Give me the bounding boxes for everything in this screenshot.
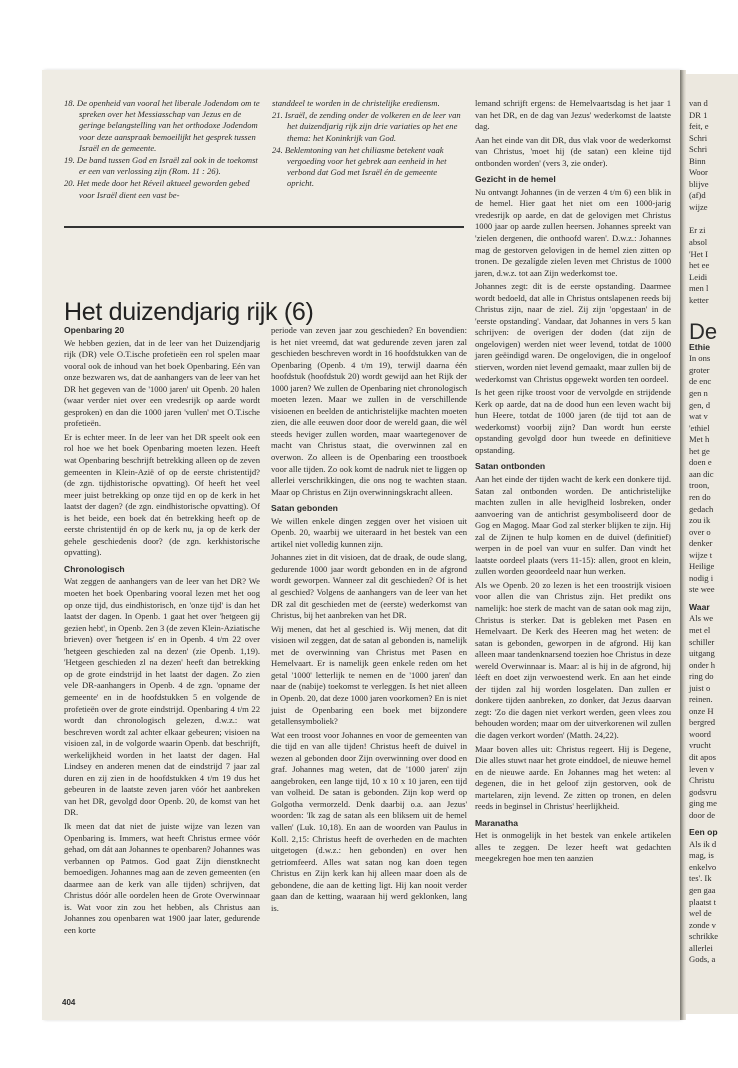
article-column-2 [271,325,467,916]
paragraph: Wat zeggen de aanhangers van de leer van het DR? We moeten het boek Openbaring vooral lezen met het oog op onze tijd, dus eindhistorisch, en 'onze tijd' is dan het laatst der dagen. In Openb. 1 gaat het over 'hetgeen gij gezien hebt', in Openb. 2en 3 (de zeven Klein-Aziatische brieven) over 'hetgeen is' en in Openb. 4 t/m 22 over 'hetgeen geschieden zal na dezen' (zie Openb. 1,19). 'Hetgeen geschieden zl na dezen' heeft dan betrekking op de grote eindstrijd in het laatst der dagen. Zo zien vele DR-aanhangers in Openb. 4 de zgn. 'opname der gemeente' en in de hoofdstukken 5 en volgende de profetieën over de grote eindstrijd. Openbaring 4 t/m 22 wordt dan chronologisch gelezen, d.w.z.: wat beschreven wordt zal achter elkaar gebeuren; visioen na visioen zal, in de volgorde waarin Openb. dat beschrijft, werkelijkheid worden in het laatst der dagen. Hal Lindsey en anderen menen dat de eindstrijd 7 jaar zal duren en zij zien in de hoofdstukken 4 t/m 19 dus het gebeuren in de laatste zeven jaren vóór het aanbreken van het DR, gevolgd door Openb. 20, de komst van het DR. [64,576,260,818]
fragment-line: men l [689,283,709,294]
footnote: 18. De openheid van vooral het liberale Jodendom om te spreken over het Messiasschap van Jezus en de geringe belangstelling van het orthodoxe Jodendom voor deze aanspraak bemoeilijkt het gesprek tussen Israël en de gemeente. [64,98,260,153]
paragraph: Is het geen rijke troost voor de vervolgde en strijdende Kerk op aarde, dat na de dood hun een leven wacht bij hun Heere, totdat de 1000 jaren (de tijd tot aan de wederkomst) voorbij zijn? Dan wordt hun eerste opstanding gevolgd door hun tweede en definitieve opstanding. [475,387,671,455]
section-heading: Maranatha [475,817,518,828]
fragment-subheading: Waar [689,601,710,612]
footnote-rule [64,226,464,228]
footnote: 19. De band tussen God en Israël zal ook in de toekomst er een van verlossing zijn (Rom. 11 : 26). [64,155,258,177]
fragment-line: gen n [689,388,708,399]
fragment-line: met el [689,624,711,635]
fragment-line: Gods, a [689,954,716,965]
spacer [689,306,718,316]
paragraph: Wat een troost voor Johannes en voor de gemeenten van die tijd en van alle tijden! Christus heeft de duivel in wezen al gebonden door Zijn overwinning over dood en graf. Johannes mag weten, dat de '1000 jaren' zijn aangebroken, een lange tijd, 10 x 10 x 10 jaren, een tijd van volheid. De satan is gebonden. Zijn kop werd op Golgotha vermorzeld. Denk daarbij o.a. aan Jezus' woorden: 'Ik zag de satan als een bliksem uit de hemel vallen' (Luk. 10,18). En aan de woorden van Paulus in Koll. 2,15: Christus heeft de overheden en de machten uitgetogen (d.w.z.: hen gebonden) en over hen getriomfeerd. Alles wat satan nog kan doen tegen Christus en Zijn kerk kan hij alleen maar doen als de gebondene, die aan de ketting ligt. Hij kan nooit verder gaan dan de ketting, waaraan hij werd geklonken, lang is. [271,729,467,913]
paragraph: Wij menen, dat het al geschied is. Wij menen, dat dit visioen wil zeggen, dat de satan al gebonden is, namelijk met de overwinning van Christus met Pasen en Hemelvaart. Er is namelijk geen enkele reden om het getal '1000' letterlijk te nemen en de '1000 jaren' dan naar de (nabije) toekomst te verleggen. Is het niet alleen in Openb. 20, dat deze 1000 jaren voorkomen? En is niet juist de Openbaring een boek met bijzondere getallensymboliek? [271,623,467,727]
paragraph: Er is echter meer. In de leer van het DR speelt ook een rol hoe we het boek Openbaring moeten lezen. Heeft wat Openbaring beschrijft betrekking alleen op de zeven gemeenten in Klein-Azië of op de eerste christentijd? (de zgn. tijdhistorische opvatting). Of heeft het veel meer juist betrekking op onze tijd en op de kerk in het laatst der dagen? (de zgn. eindhistorische opvatting). Of is het beide, een boek dat én betrekking heeft op de eerste christentijd én op de kerk nu, ja op de kerk der gehele geschiedenis door? (de zgn. kerkhistorische opvatting). [64,431,260,558]
fragment-line: DR 1 [689,109,708,120]
fragment-line: uitgang [689,648,715,659]
fragment-line: ren do [689,491,711,502]
fragment-line: Als ik d [689,838,717,849]
magazine-page [42,70,680,1020]
fragment-line: door de [689,809,716,820]
footnote: 21. Israël, de zending onder de volkeren en de leer van het duizendjarig rijk zijn drie variaties op het ene thema: het Koninkrijk van God. [272,110,461,143]
section-heading: Satan gebonden [271,503,338,514]
fragment-line: denker [689,538,713,549]
fragment-line: wel de [689,908,712,919]
paragraph: Johannes ziet in dit visioen, dat de draak, de oude slang, gedurende 1000 jaar wordt gebonden en in de afgrond wordt geworpen. Wanneer zal dit geschieden? Of is het al geschied? Volgens de aanhangers van de leer van het DR zal dit geschieden met de (eerste) wederkomst van Christus, bij het aanbreken van het DR. [271,552,467,621]
fragment-heading: De [689,319,718,345]
footnotes-middle [272,98,466,191]
fragment-line: ring do [689,671,714,682]
fragment-line: absol [689,237,708,248]
fragment-line: gen gaa [689,885,716,895]
fragment-line: schiller [689,636,715,647]
page-number: 404 [62,998,76,1007]
fragment-line: blijve [689,178,709,189]
article-column-3 [475,98,671,867]
fragment-line: reinen. [689,694,713,705]
fragment-line: Binn [689,155,706,166]
fragment-subheading: Een op [689,827,718,838]
fragment-line: schrikke [689,931,719,942]
fragment-line: wijze t [689,549,713,560]
footnote: 20. Het mede door het Réveil aktueel geworden gebed voor Israël dient een vast be- [64,178,250,200]
fragment-line: wijze [689,201,708,212]
fragment-line: Er zi [689,225,706,236]
fragment-line: allerlei [689,942,713,953]
fragment-line: ketter [689,294,709,305]
fragment-line: mag, is [689,850,714,861]
fragment-line: onze H [689,705,714,716]
section-heading: Openbaring 20 [64,325,125,335]
footnote: standdeel te worden in de christelijke erediensт. [272,98,440,108]
fragment-line: (af)d [689,190,706,201]
fragment-line: Leidi [689,271,708,282]
fragment-line: 'ethiel [689,422,710,433]
fragment-line: vrucht [689,740,711,751]
fragment-line: Als we [689,613,714,624]
spacer [689,213,718,225]
fragment-line: zou ik [689,515,711,526]
next-page-text [689,98,718,966]
fragment-line: gen, d [689,399,711,410]
paragraph: Aan het einde van dit DR, dus vlak voor de wederkomst van Christus, 'moet hij (de satan) een kleine tijd ontbonden worden' (vers 3, zie onder). [475,134,671,168]
paragraph: Het is onmogelijk in het bestek van enkele artikelen alles te zeggen. De lezer heeft wat gedachten meegekregen hoe men ten aanzien [475,830,671,864]
article-title: Het duizendjarig rijk (6) [64,298,314,326]
paragraph: Nu ontvangt Johannes (in de verzen 4 t/m 6) een blik in de hemel. Hier gaat het niet om een 1000-jarig vredesrijk op aarde, en dat de gelovigen met Christus 1000 jaar op aarde zullen heersen. Johannes spreekt van 'zielen dergenen, die onthoofd waren'. D.w.z.: Johannes mag de gestorven gelovigen in de hemel zien zitten op tronen. De gezalígde zielen leven met Christus de 1000 jaren, d.w.z. tot aan Zijn wederkomst toe. [475,186,671,278]
fragment-line: nodig i [689,572,714,583]
fragment-line: enkelvo [689,861,717,872]
fragment-line: Woor [689,167,708,178]
fragment-line: van d [689,98,708,108]
fragment-line: woord [689,728,711,739]
fragment-line: feit, e [689,121,709,132]
paragraph: Ik meen dat dat niet de juiste wijze van lezen van Openbaring is. Immers, wat heeft Christus ermee vóór gehad, om dát aan Johannes te openbaren? Johannes was verbannen op Patmos. God gaat Zijn dienstknecht bemoedigen. Johannes mag aan de zeven gemeenten (en daarmee aan de kerk van alle tijden) schrijven, dat Christus dóór alle oordelen heen de Grote Overwinnaar is. Wat voor zin zou het hebben, als Christus aan Johannes zou openbaren wat 1900 jaar later, gedurende een korte [64,820,260,935]
paragraph: We willen enkele dingen zeggen over het visioen uit Openb. 20, waarbij we uiteraard in het bestek van een artikel niet volledig kunnen zijn. [271,515,467,549]
fragment-line: onder h [689,659,716,670]
fragment-line: tes'. Ik [689,873,712,884]
fragment-line: leven v [689,763,715,774]
fragment-line: de enc [689,376,712,387]
fragment-line: doen e [689,457,712,468]
paragraph: periode van zeven jaar zou geschieden? En bovendien: is het niet vreemd, dat wat gedurende zeven jaren zal geschieden beschreven wordt in 16 hoofdstukken van de Openbaring (Openb. 4 t/m 19), terwijl daarna één hoofdstuk (hoofdstuk 20) wordt gewijd aan het Rijk der 1000 jaren? We zullen de Openbaring niet chronologisch moeten lezen. Maar we zullen in de verschillende visioenen en beelden de antichristelijke machten moeten zien, die alle eeuwen door door de wereld gaan, die wèl steeds heviger zullen worden, maar waartegenover de macht van Christus staat, die overwinnen zal en overwon. Zo alleen is de Openbaring een troostboek voor alle tijden. Zo ook komt de nadruk niet te liggen op allerlei verschrikkingen, die ons nog te wachten staan. Maar op Christus en Zijn overwinningskracht alleen. [271,325,467,497]
paragraph: Maar boven alles uit: Christus regeert. Hij is Degene, Die alles stuwt naar het grote einddoel, de nieuwe hemel en de nieuwe aarde. En Johannes mag het weten: al degenen, die in het geloof zijn gestorven, ook de martelaren, zijn levend. Ze zitten op tronen, en delen reeds in beginsel in Christus' heerlijkheid. [475,743,671,812]
section-heading: Gezicht in de hemel [475,174,556,185]
fragment-line: plaatst t [689,896,716,907]
fragment-line: troon, [689,480,710,491]
article-column-1 [64,325,260,938]
section-heading: Satan ontbonden [475,461,546,472]
fragment-line: het ee [689,260,710,271]
section-heading: Chronologisch [64,563,125,574]
fragment-line: over o [689,526,711,537]
fragment-line: Schri [689,144,708,155]
paragraph: Aan het einde der tijden wacht de kerk een donkere tijd. Satan zal ontbonden worden. De antichristelijke machten zullen in alle heviglheid losbreken, onder aanvoering van de antichrist gesymboliseerd door de Gog en Magog. Maar God zal sterker blijken te zijn. Hij zal de Zijnen te hulp komen en de duivel (definitief) werpen in de poel van vuur en sulfer. Dan vindt het laatste oordeel plaats (vers 11-15): allen, groot en klein, zullen worden geoordeeld naar hun werken. [475,473,671,577]
fragment-line: Christu [689,775,715,786]
fragment-line: Met h [689,434,710,445]
paragraph: Als we Openb. 20 zo lezen is het een troostrijk visioen voor allen die van Christus zijn. Het predikt ons namelijk: hoe sterk de macht van de satan ook mag zijn, Christus is sterker. Dat is gebleken met Pasen en Hemelvaart. De Kerk des Heeren mag het weten: de satan is gebonden, geworpen in de afgrond. Hij kan alleen maar tandenknarsend toezien hoe Christus in deze wereld Overwinnaar is. Maar: al is hij in de afgrond, hij léeft en doet zijn verwoestend werk. En aan het einde der tijden zal hij worden losgelaten. Dan zullen er donkere tijden aanbreken, zo donker, dat Jezus daarvan zegt: 'Zo die dagen niet verkort werden, geen vlees zou behouden worden; maar om der uitverkorenen wil zullen die dagen verkort worden' (Matth. 24,22). [475,579,671,740]
footnote: 24. Beklemtoning van het chiliasme betekent vaak vergoeding voor het gebrek aan eenheid in het verbond dat God met Israël én de gemeente opricht. [272,144,447,189]
fragment-line: aan dic [689,468,714,479]
paragraph: Johannes zegt: dit is de eerste opstanding. Daarmee wordt bedoeld, dat alle in Christus ontslapenen reeds bij Christus zijn, naar de ziel. Zij zijn 'opgestaan' in de 'eerste opstanding'. Vandaar, dat Johannes in vers 5 kan schrijven: de overigen der doden (dat zijn de ongelovigen) werden niet weer levend, totdat de 1000 jaren geëindigd waren. De ongelovigen, die in ongeloof stierven, worden niet levend gemaakt, maar zullen bij de wederkomst van Christus opgewekt worden ten oordeel. [475,281,671,384]
paragraph: We hebben gezien, dat in de leer van het Duizendjarig rijk (DR) vele O.T.ische profetieën een rol spelen maar vooral ook de inhoud van het boek Openbaring. Eén van onze bezwaren ws, dat de aanhangers van de leer van het DR het gegeven van de '1000 jaren' uit Openb. 20 halen (waar verder niet over een vredesrijk op aarde wordt gesproken) en dan die 1000 jaren 'vullen' met O.T.ische profetieën. [64,337,260,429]
fragment-subheading: Ethie [689,341,711,352]
fragment-line: groter [689,364,710,375]
paragraph: lemand schrijft ergens: de Hemelvaartsdag is het jaar 1 van het DR, en de dag van Jezus' wederkomst de laatste dag. [475,98,671,132]
fragment-line: bergred [689,717,716,728]
fragment-line: 'Het I [689,248,708,259]
fragment-line: ste wee [689,584,715,595]
fragment-line: dit apos [689,751,716,762]
fragment-line: het ge [689,445,710,456]
fragment-line: godsvru [689,786,717,797]
fragment-line: juist o [689,682,711,693]
footnotes-left [64,98,260,202]
fragment-line: In ons [689,353,711,364]
next-page-edge [686,74,738,1014]
fragment-line: wat v [689,411,708,422]
fragment-line: Schri [689,132,708,143]
fragment-line: zonde v [689,919,716,930]
fragment-line: Heilige [689,561,715,572]
fragment-line: ging me [689,798,717,809]
fragment-line: gedach [689,503,714,514]
